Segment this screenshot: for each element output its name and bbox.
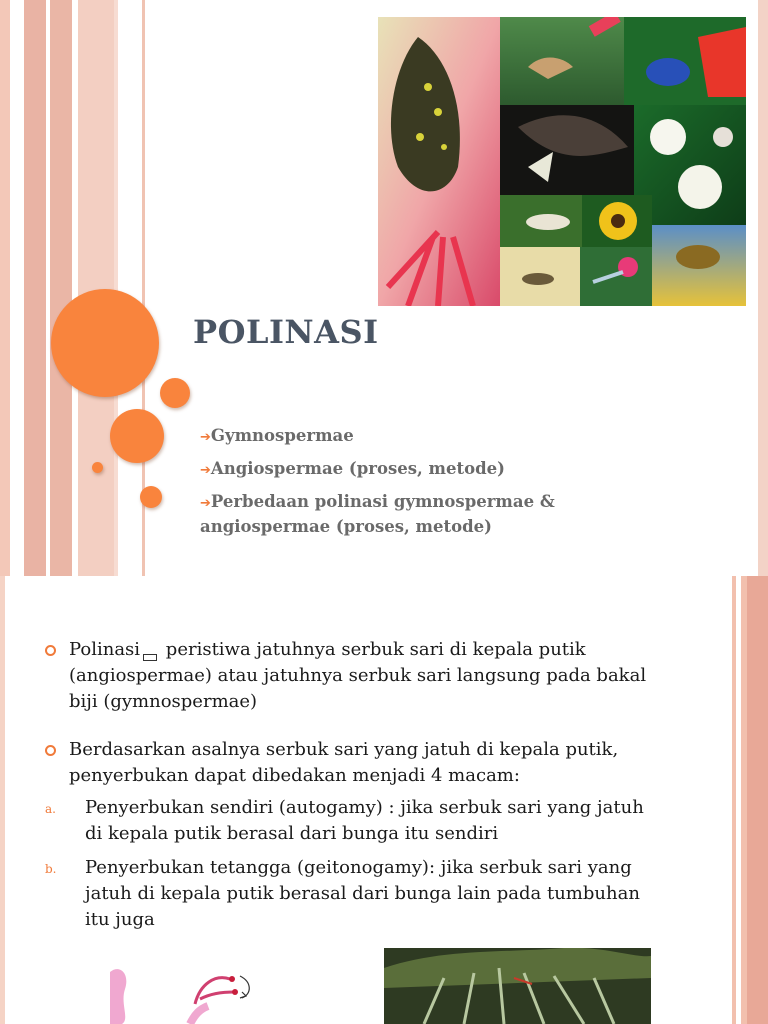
list-marker: b. [45,862,57,876]
missing-glyph-icon [143,654,157,661]
decor-stripe [24,0,46,576]
page-title: POLINASI [193,313,379,351]
list-marker: a. [45,802,56,816]
list-item-label: Gymnospermae [210,426,354,445]
decor-circle [160,378,190,408]
right-arrow-icon: ➔ [200,430,211,445]
ring-bullet-icon [45,745,56,756]
decor-circle [110,409,164,463]
decor-stripe [0,576,5,1024]
classification-text: Berdasarkan asalnya serbuk sari yang jatuh di kepala putik, penyerbukan dapat dibedakan menjadi 4 macam: [69,739,619,786]
list-item [200,457,620,482]
ring-bullet-icon [45,645,56,656]
decor-circle [140,486,162,508]
right-arrow-icon: ➔ [200,463,211,478]
pollinator-collage-image [378,17,746,306]
list-item [200,424,620,449]
decor-stripe [10,0,24,576]
decor-stripe [732,576,736,1024]
definition-term: Polinasi [69,639,141,660]
decor-stripe [0,0,10,576]
right-arrow-icon: ➔ [200,496,211,511]
collage-graphic [378,17,746,306]
definition-text: peristiwa jatuhnya serbuk sari di kepala putik (angiospermae) atau jatuhnya serbuk sari langsung pada bakal biji (gymnospermae) [69,639,647,712]
slide-content [0,576,768,1024]
decor-stripe [114,0,118,576]
list-item [45,855,655,933]
plant-photo [384,948,651,1024]
plant-graphic [384,948,651,1024]
list-item-text: Penyerbukan tetangga (geitonogamy): jika serbuk sari yang jatuh di kepala putik berasal dari bunga lain pada tumbuhan itu juga [85,857,640,930]
flower-illustration [100,964,260,1024]
slide-body [45,637,655,941]
decor-stripe [758,0,768,576]
decor-stripe [78,0,114,576]
topic-list [200,424,620,546]
definition-paragraph [45,637,655,715]
classification-paragraph [45,737,655,789]
decor-stripe [747,576,768,1024]
list-item-label: Angiospermae (proses, metode) [210,459,505,478]
flower-graphic [100,964,260,1024]
list-item-text: Penyerbukan sendiri (autogamy) : jika serbuk sari yang jatuh di kepala putik berasal dari bunga itu sendiri [85,797,644,844]
list-item [45,795,655,847]
decor-circle [92,462,103,473]
list-item [200,490,620,538]
decor-stripe [50,0,72,576]
decor-circle [51,289,159,397]
list-item-label: Perbedaan polinasi gymnospermae & angiospermae (proses, metode) [200,492,555,536]
